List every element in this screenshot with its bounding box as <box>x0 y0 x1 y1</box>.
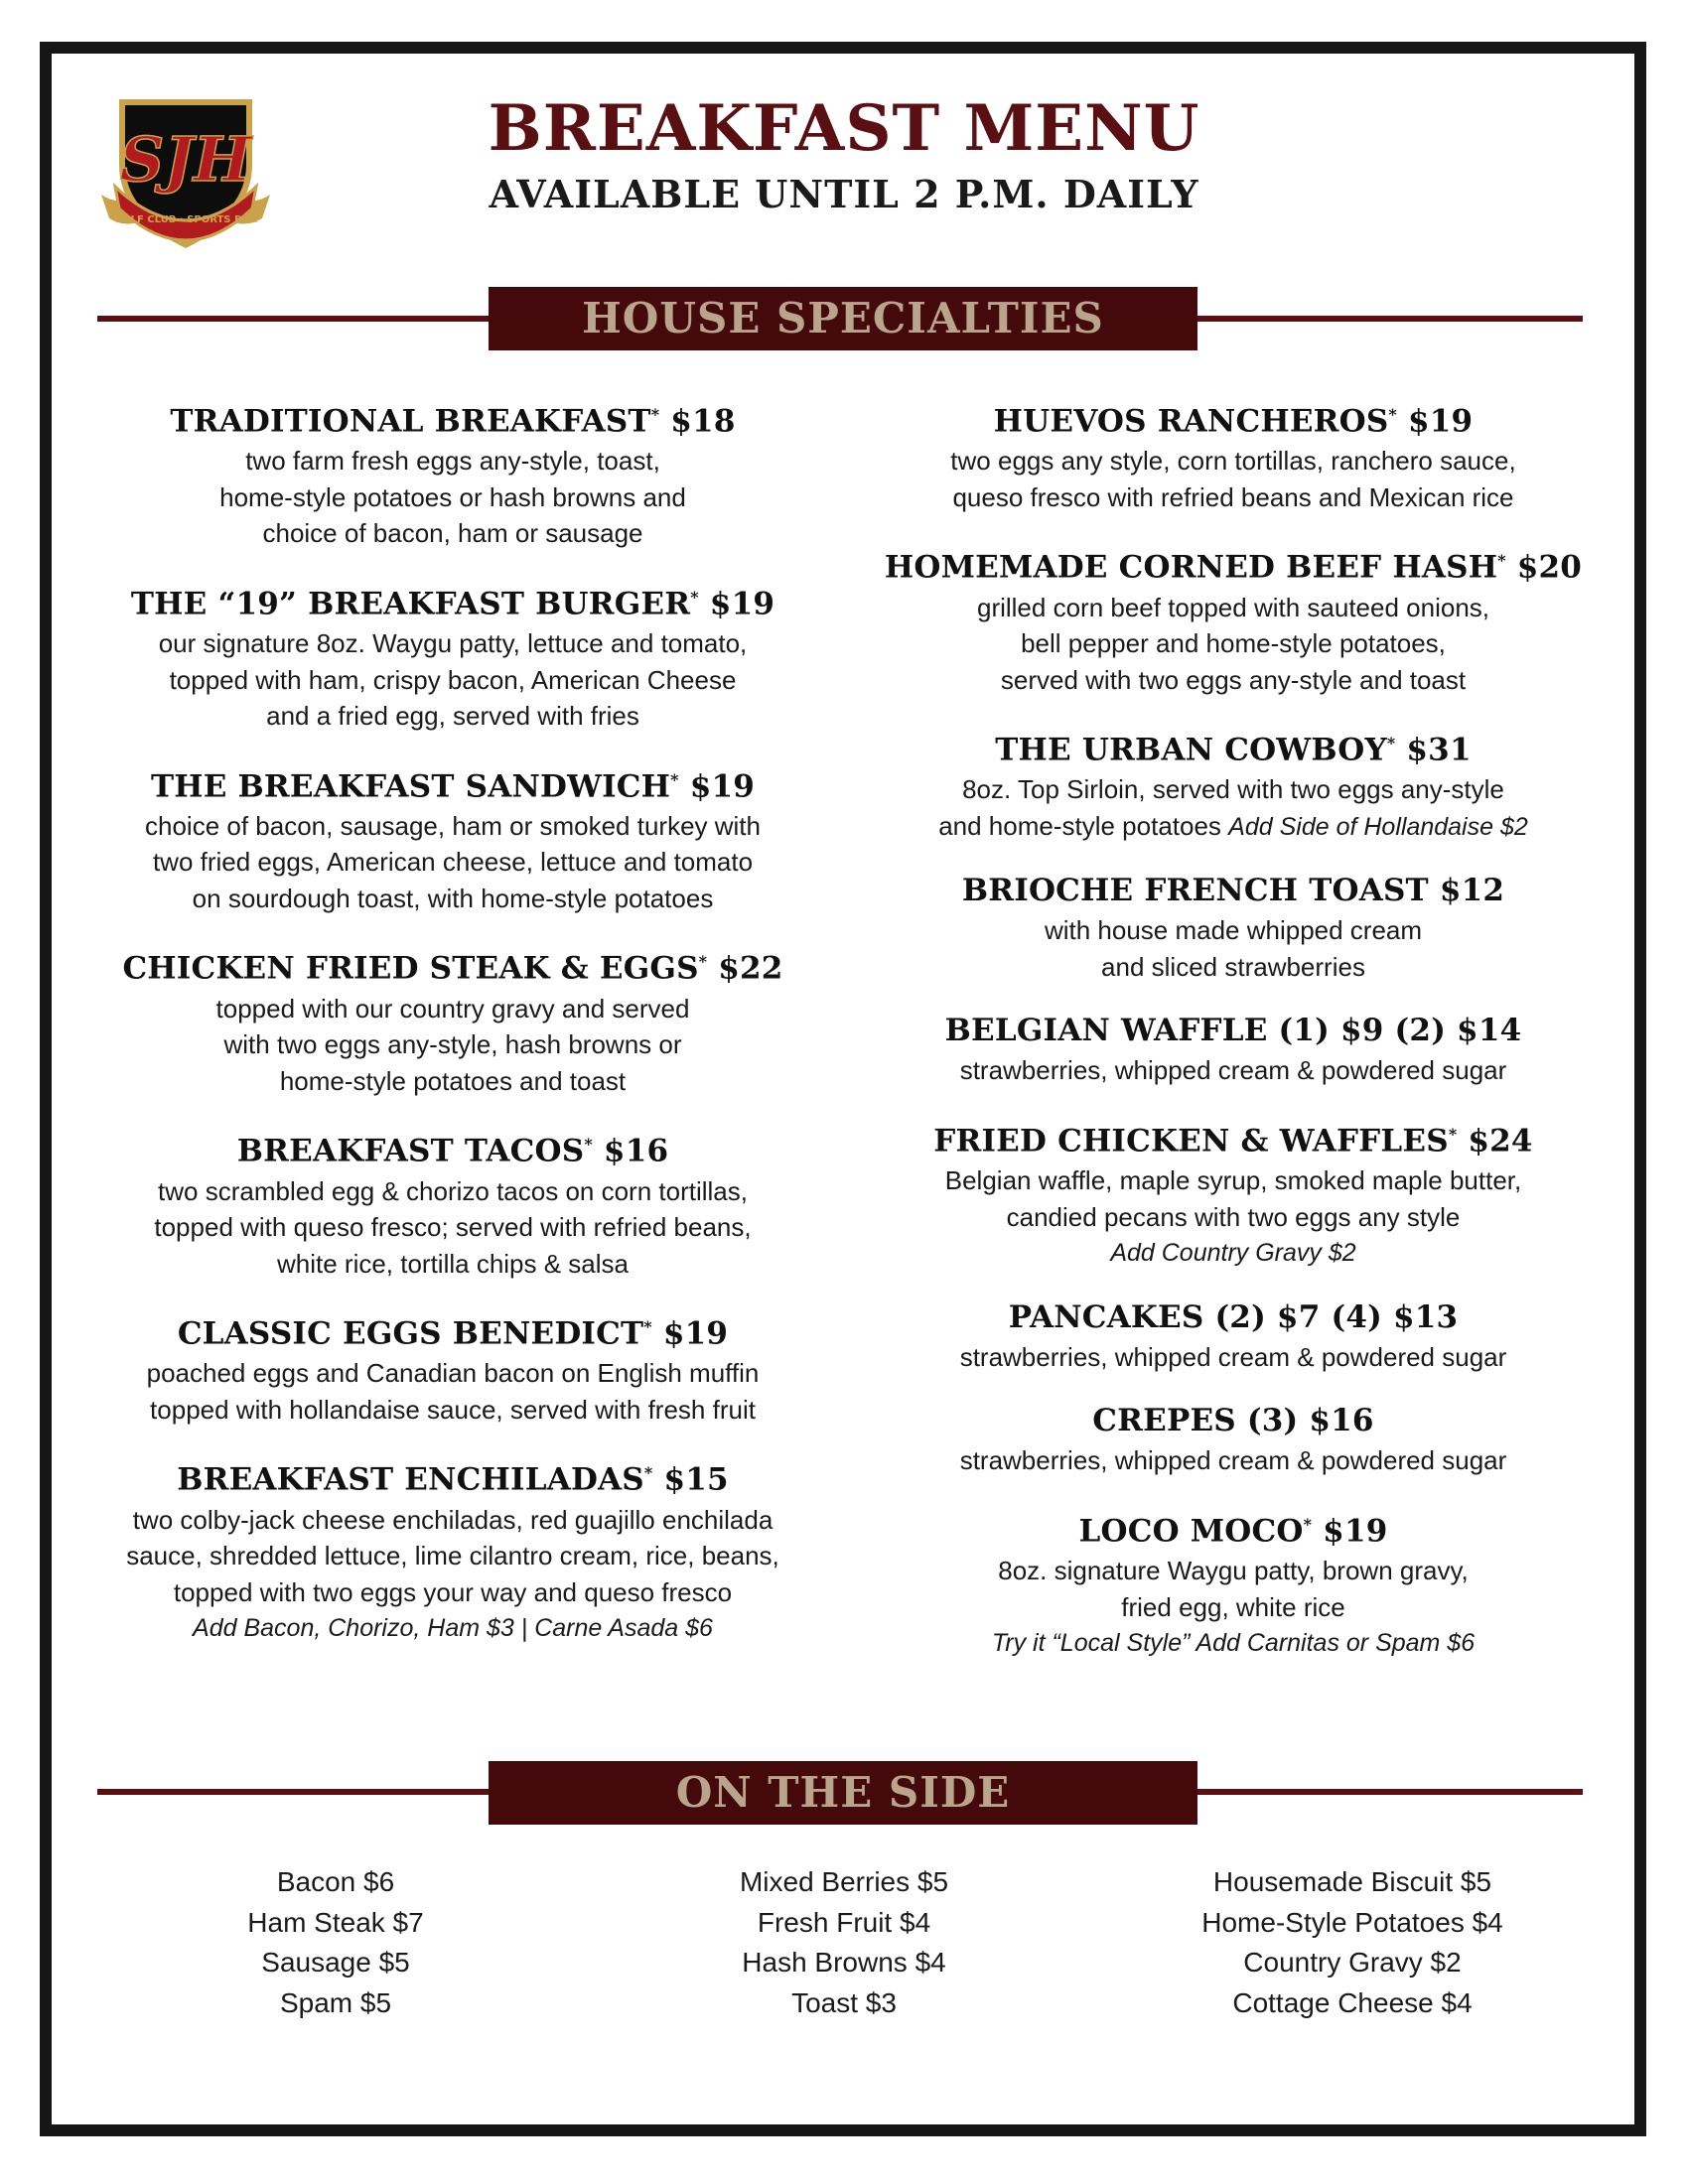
menu-item-price: $31 <box>1406 732 1472 768</box>
menu-item-description: and sliced strawberries <box>1101 951 1365 982</box>
menu-item-addon: Add Side of Hollandaise $2 <box>1228 812 1528 841</box>
menu-item <box>846 869 1620 985</box>
menu-item-description: candied pecans with two eggs any style <box>1006 1201 1461 1232</box>
menu-item-heading <box>846 393 1620 443</box>
menu-item-heading <box>846 869 1620 912</box>
menu-item-marker: * <box>643 1463 653 1483</box>
menu-item-name: CHICKEN FRIED STEAK & EGGS <box>122 950 699 987</box>
menu-item-name: THE “19” BREAKFAST BURGER <box>130 586 691 622</box>
menu-item-heading <box>66 940 840 990</box>
menu-item <box>66 1451 840 1646</box>
menu-item-marker: * <box>643 1317 652 1337</box>
menu-item-marker: * <box>1388 405 1397 424</box>
menu-item-description: sauce, shredded lettuce, lime cilantro cream, rice, beans, <box>126 1541 779 1571</box>
side-item: Ham Steak $7 <box>247 1906 424 1938</box>
menu-item-description: two eggs any style, corn tortillas, ranchero sauce, <box>950 446 1516 477</box>
menu-item-price: (2) $7 (4) $13 <box>1214 1298 1459 1335</box>
left-menu-column <box>66 393 840 1671</box>
menu-item-price: $16 <box>1309 1403 1374 1439</box>
menu-item-heading <box>66 1123 840 1172</box>
menu-item <box>846 1296 1620 1376</box>
menu-item-description: poached eggs and Canadian bacon on English muffin <box>146 1358 760 1389</box>
sides-heading: ON THE SIDE <box>489 1761 1197 1825</box>
sides-column-3 <box>1124 1862 1581 2023</box>
menu-item-price: $15 <box>663 1461 729 1498</box>
menu-item-description: and a fried egg, served with fries <box>266 701 639 732</box>
menu-item-description: topped with hollandaise sauce, served with fresh fruit <box>150 1394 756 1425</box>
logo-arc-text: GOLF CLUB · SPORTS BAR <box>113 214 258 225</box>
menu-item-description: on sourdough toast, with home-style potatoes <box>192 883 714 913</box>
menu-item-name: TRADITIONAL BREAKFAST <box>170 403 651 440</box>
menu-item-marker: * <box>670 769 679 789</box>
menu-item <box>66 576 840 735</box>
menu-item-description: topped with ham, crispy bacon, American Cheese <box>169 664 737 695</box>
menu-item-description: with two eggs any-style, hash browns or <box>223 1029 682 1060</box>
menu-item-description: home-style potatoes or hash browns and <box>219 481 686 512</box>
menu-item-marker: * <box>1386 734 1396 753</box>
side-item: Fresh Fruit $4 <box>757 1906 931 1938</box>
menu-item <box>846 1399 1620 1479</box>
menu-item-description: 8oz. signature Waygu patty, brown gravy, <box>998 1556 1469 1586</box>
menu-item <box>846 1113 1620 1272</box>
menu-item-description: with house made whipped cream <box>1044 915 1423 946</box>
menu-item-marker: * <box>650 405 660 424</box>
side-item: Home-Style Potatoes $4 <box>1201 1906 1503 1938</box>
menu-item-description: home-style potatoes and toast <box>279 1065 627 1096</box>
logo-monogram: SJH <box>119 123 252 196</box>
menu-item-heading <box>846 722 1620 771</box>
menu-item-marker: * <box>584 1135 593 1155</box>
menu-item <box>846 393 1620 515</box>
menu-item-name: THE BREAKFAST SANDWICH <box>150 767 671 804</box>
side-item: Toast $3 <box>791 1986 897 2018</box>
menu-item-addon: Add Bacon, Chorizo, Ham $3 | Carne Asada $6 <box>193 1614 713 1643</box>
menu-item-description: strawberries, whipped cream & powdered sugar <box>959 1055 1507 1086</box>
menu-item-description: bell pepper and home-style potatoes, <box>1021 628 1446 659</box>
menu-item-description: Belgian waffle, maple syrup, smoked maple butter, <box>944 1165 1522 1196</box>
sides-column-2 <box>616 1862 1072 2023</box>
menu-item-price: $20 <box>1516 549 1583 586</box>
menu-item-name: HUEVOS RANCHEROS <box>993 403 1389 440</box>
menu-item <box>846 1503 1620 1662</box>
menu-item-price: $19 <box>709 586 775 622</box>
menu-item <box>846 1009 1620 1089</box>
menu-item <box>66 940 840 1099</box>
menu-item-description: topped with our country gravy and served <box>215 993 690 1024</box>
side-item: Mixed Berries $5 <box>739 1866 949 1897</box>
menu-item-price: $16 <box>603 1133 669 1169</box>
menu-item-description: choice of bacon, sausage, ham or smoked turkey with <box>145 810 761 841</box>
menu-item-addon: Try it “Local Style” Add Carnitas or Spam $6 <box>991 1629 1476 1658</box>
menu-item-name: HOMEMADE CORNED BEEF HASH <box>884 549 1498 586</box>
menu-item-description: served with two eggs any-style and toast <box>1000 664 1467 695</box>
menu-item-marker: * <box>690 587 699 607</box>
menu-item-description: 8oz. Top Sirloin, served with two eggs any-style <box>962 774 1504 805</box>
sides-column-1 <box>107 1862 564 2023</box>
right-menu-column <box>846 393 1620 1686</box>
menu-item-name: FRIED CHICKEN & WAFFLES <box>933 1123 1449 1160</box>
side-item: Sausage $5 <box>261 1947 410 1978</box>
side-item: Bacon $6 <box>276 1866 395 1897</box>
menu-item-marker: * <box>1448 1124 1458 1144</box>
menu-item-price: $19 <box>1408 403 1474 440</box>
menu-item-name: BELGIAN WAFFLE <box>944 1013 1268 1049</box>
menu-item-heading <box>846 1296 1620 1339</box>
menu-item-description: two farm fresh eggs any-style, toast, <box>245 446 660 477</box>
menu-item-description: strawberries, whipped cream & powdered sugar <box>959 1445 1507 1476</box>
menu-item-heading <box>66 393 840 443</box>
menu-item-description: fried egg, white rice <box>1121 1591 1345 1622</box>
menu-item-name: CLASSIC EGGS BENEDICT <box>177 1315 644 1352</box>
menu-item-description: grilled corn beef topped with sauteed onions, <box>976 592 1489 622</box>
menu-item-name: BRIOCHE FRENCH TOAST <box>961 873 1429 909</box>
menu-item-description: two scrambled egg & chorizo tacos on corn tortillas, <box>158 1175 748 1206</box>
menu-item-price: $24 <box>1468 1123 1533 1160</box>
menu-item <box>846 539 1620 698</box>
menu-item <box>66 1305 840 1428</box>
menu-item-heading <box>66 758 840 808</box>
menu-item-description <box>846 808 1620 846</box>
menu-item-description: queso fresco with refried beans and Mexican rice <box>952 481 1514 512</box>
menu-item-marker: * <box>1497 551 1506 571</box>
menu-item-heading <box>846 1009 1620 1052</box>
specialties-heading: HOUSE SPECIALTIES <box>489 287 1197 350</box>
side-item: Cottage Cheese $4 <box>1232 1986 1473 2018</box>
menu-item-description: choice of bacon, ham or sausage <box>262 518 643 549</box>
menu-item <box>66 1123 840 1282</box>
side-item: Spam $5 <box>279 1986 392 2018</box>
menu-item-description: topped with two eggs your way and queso fresco <box>173 1576 733 1607</box>
menu-item-heading <box>846 1503 1620 1553</box>
menu-item-price: $22 <box>718 950 783 987</box>
menu-item <box>66 393 840 552</box>
page-subtitle: AVAILABLE UNTIL 2 P.M. DAILY <box>489 172 1199 216</box>
menu-item-heading <box>66 576 840 625</box>
menu-item-name: CREPES (3) <box>1092 1403 1299 1439</box>
menu-item-description-tail: and home-style potatoes <box>938 810 1221 841</box>
menu-item-heading <box>846 1399 1620 1442</box>
menu-item-price: $19 <box>662 1315 729 1352</box>
side-item: Country Gravy $2 <box>1243 1947 1462 1978</box>
menu-item-description: white rice, tortilla chips & salsa <box>276 1248 630 1279</box>
menu-item-heading <box>66 1305 840 1355</box>
menu-item-price: $19 <box>1323 1513 1388 1550</box>
menu-item-addon: Add Country Gravy $2 <box>1110 1239 1356 1268</box>
side-item: Hash Browns $4 <box>742 1947 946 1978</box>
menu-item-marker: * <box>1303 1514 1313 1534</box>
menu-item-description: strawberries, whipped cream & powdered sugar <box>959 1341 1507 1372</box>
menu-item <box>846 722 1620 845</box>
menu-item-marker: * <box>698 952 708 972</box>
menu-item-name: BREAKFAST ENCHILADAS <box>177 1461 644 1498</box>
side-item: Housemade Biscuit $5 <box>1212 1866 1492 1897</box>
page-title: BREAKFAST MENU <box>488 91 1200 166</box>
menu-item-name: PANCAKES <box>1008 1298 1204 1335</box>
menu-item-heading <box>846 539 1620 589</box>
menu-item-price: $19 <box>689 767 756 804</box>
menu-item-name: LOCO MOCO <box>1078 1513 1304 1550</box>
menu-item-heading <box>66 1451 840 1501</box>
menu-item-price: $12 <box>1439 873 1505 909</box>
menu-item-description: two colby-jack cheese enchiladas, red guajillo enchilada <box>132 1504 774 1535</box>
menu-item-name: BREAKFAST TACOS <box>236 1133 585 1169</box>
menu-item-name: THE URBAN COWBOY <box>995 732 1387 768</box>
menu-item-description: two fried eggs, American cheese, lettuce and tomato <box>152 847 754 878</box>
menu-item-description: topped with queso fresco; served with refried beans, <box>154 1212 752 1243</box>
menu-item-price: (1) $9 (2) $14 <box>1278 1013 1522 1049</box>
menu-item-heading <box>846 1113 1620 1162</box>
menu-item <box>66 758 840 917</box>
menu-item-description: our signature 8oz. Waygu patty, lettuce and tomato, <box>158 628 748 659</box>
menu-item-price: $18 <box>670 403 736 440</box>
